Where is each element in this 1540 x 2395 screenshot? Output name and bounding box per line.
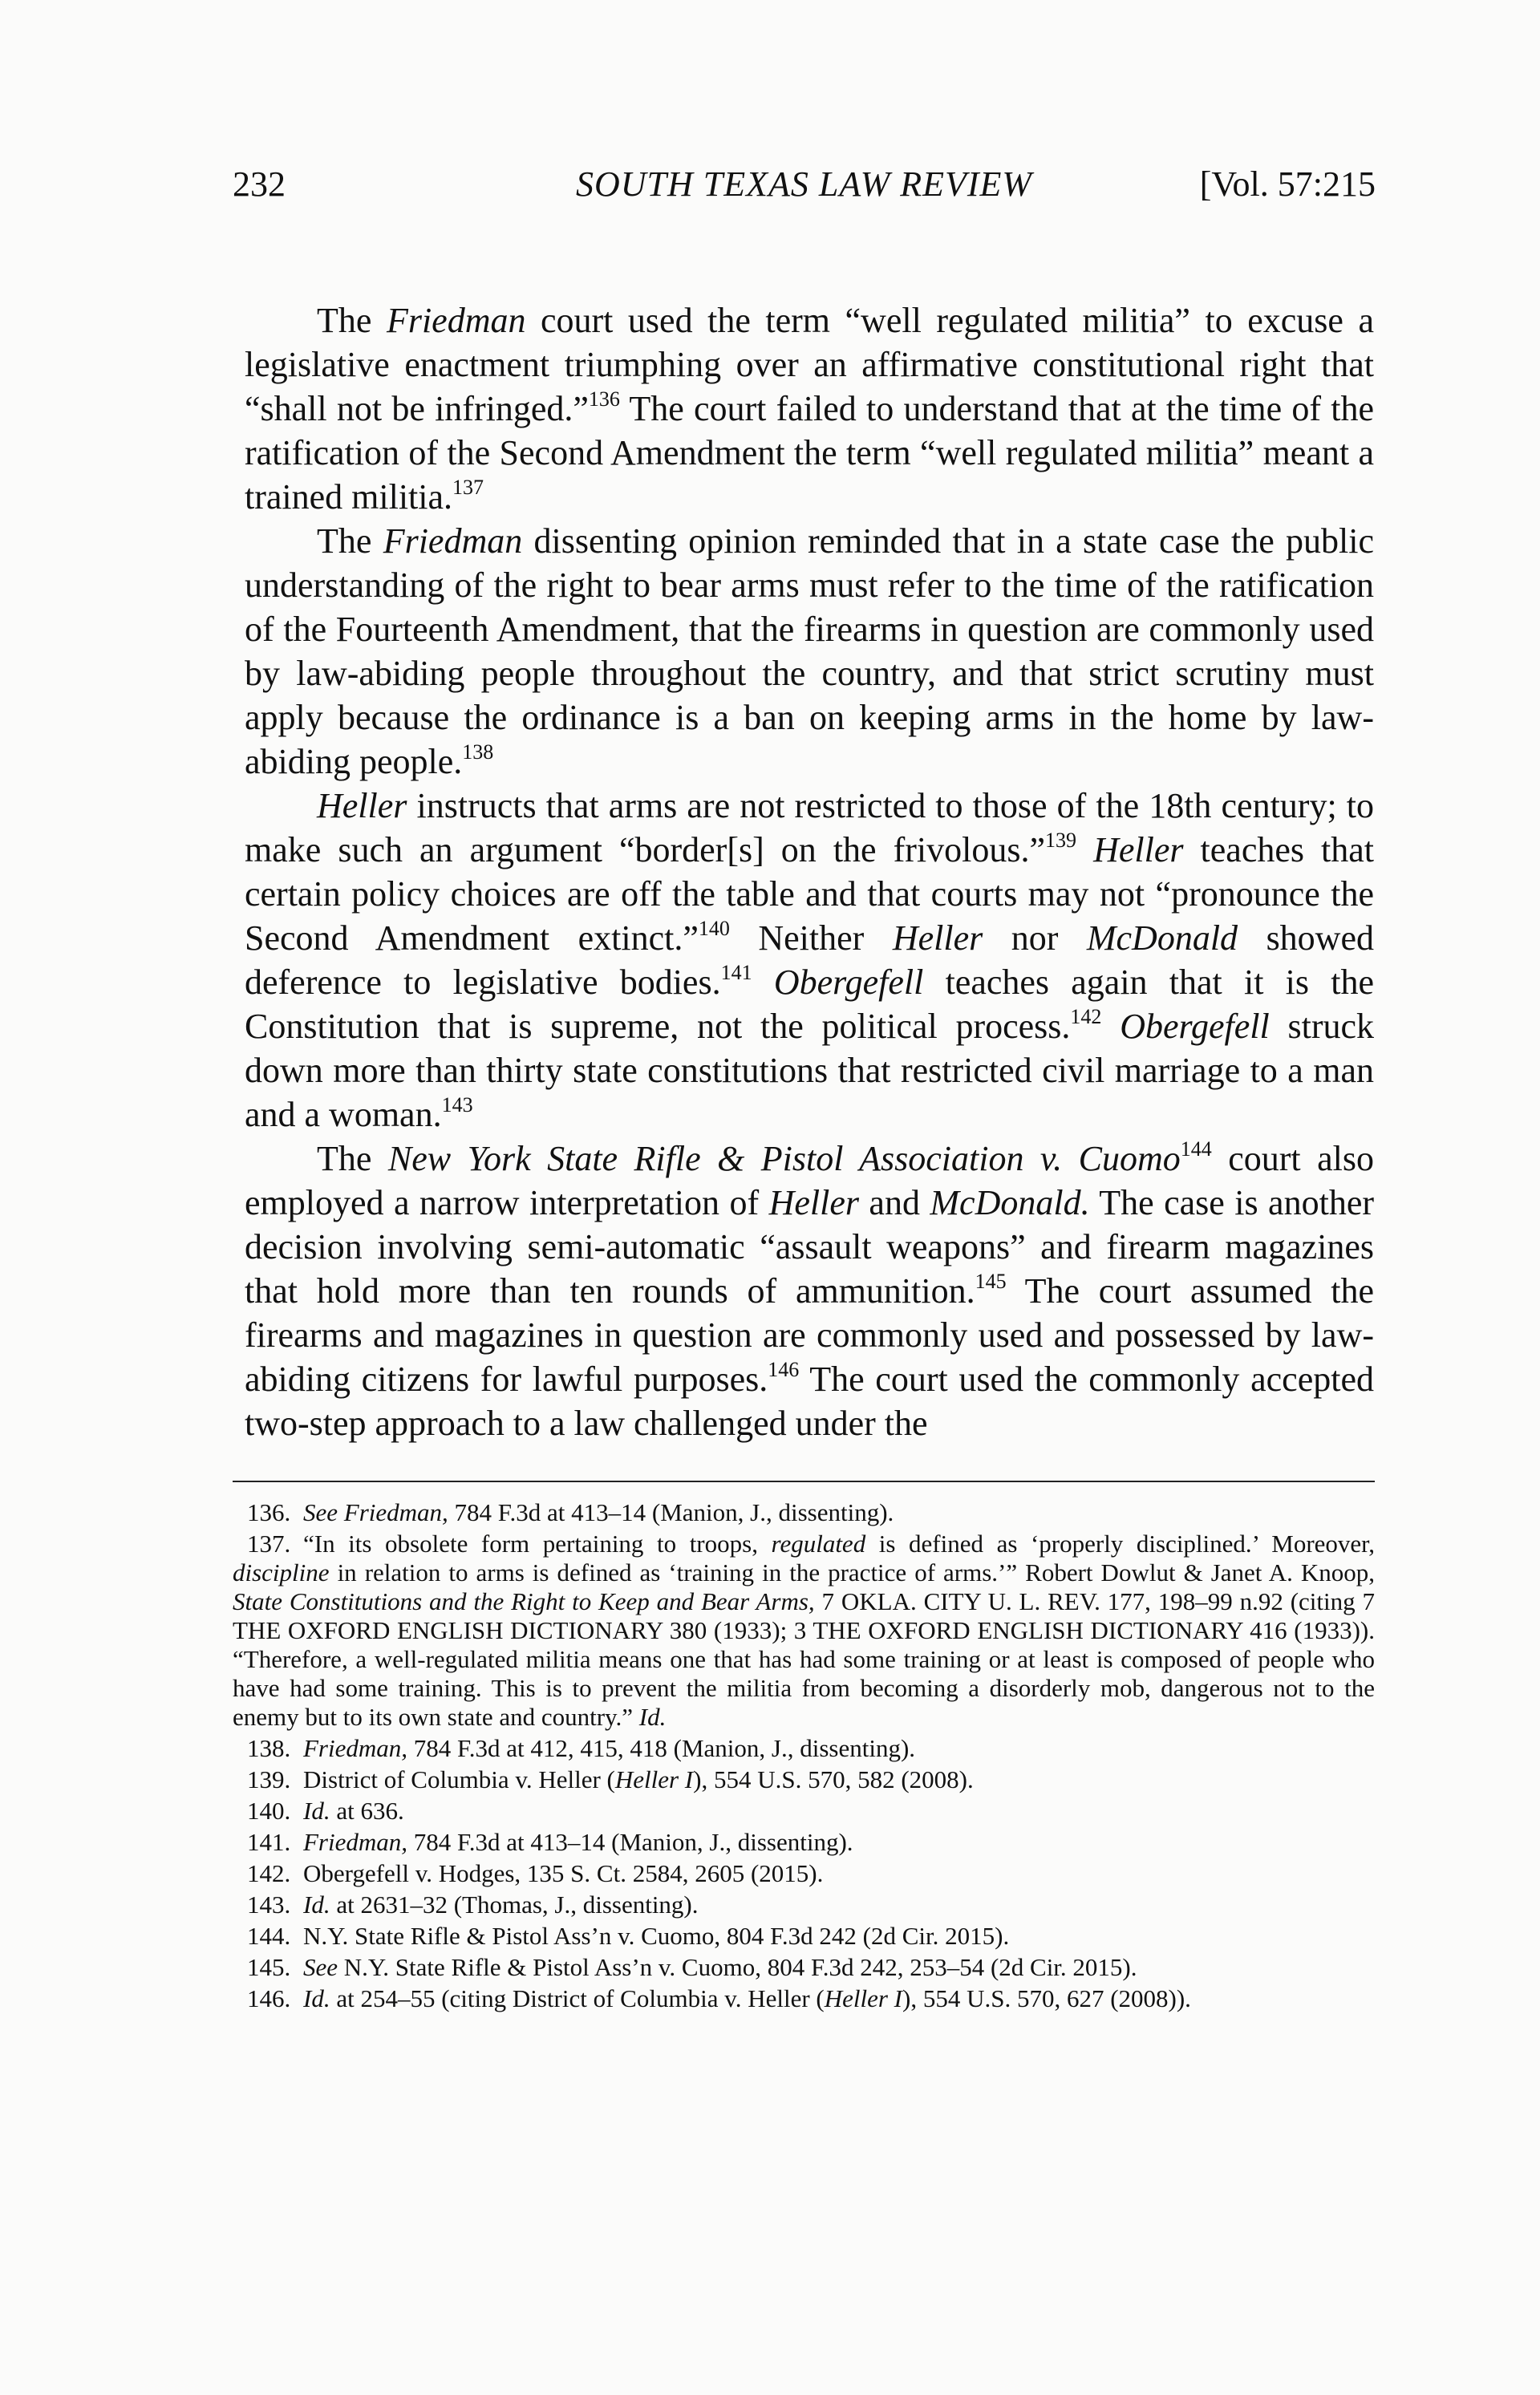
italic-text: See	[303, 1953, 338, 1981]
footnote-number: 146.	[247, 1984, 291, 2012]
text-run	[1076, 830, 1093, 869]
footnote-number: 136.	[247, 1498, 291, 1526]
italic-text: State Constitutions and the Right to Keep and Bear Arms,	[233, 1587, 815, 1615]
italic-text: Heller	[317, 786, 407, 825]
italic-text: McDonald.	[930, 1183, 1090, 1222]
footnote-ref: 143	[441, 1093, 473, 1116]
text-run: The court used the commonly accepted two-step approach to a law challenged under the	[245, 1360, 1374, 1443]
footnote-ref: 138	[462, 740, 494, 764]
italic-text: Heller I	[614, 1765, 694, 1793]
footnote	[233, 1859, 1375, 1888]
text-run: 784 F.3d at 412, 415, 418 (Manion, J., dissenting).	[407, 1734, 916, 1762]
footnote-ref: 140	[698, 917, 730, 940]
paragraph	[245, 298, 1374, 519]
page-header	[233, 164, 1376, 212]
footnote	[233, 1765, 1375, 1794]
text-run: The	[317, 521, 383, 561]
footnote-number: 140.	[247, 1797, 291, 1825]
footnote-number: 144.	[247, 1922, 291, 1950]
text-run: dissenting opinion reminded that in a state case the public understanding of the right to bear arms must refer to the time of the ratification of the Fourteenth Amendment, that the firearms in question are commonly used by law-abiding people throughout the country, and that strict scrutiny must apply because the ordinance is a ban on keeping arms in the home by law-abiding people.	[245, 521, 1374, 781]
italic-text: Friedman,	[303, 1734, 408, 1762]
italic-text: Friedman	[386, 301, 526, 340]
footnote	[233, 1984, 1375, 2013]
text-run: struck down more than thirty state constitutions that restricted civil marriage to a man and a woman.	[245, 1007, 1375, 1134]
page-number: 232	[233, 164, 286, 204]
text-run: ), 554 U.S. 570, 582 (2008).	[693, 1765, 974, 1793]
text-run: The case is another decision involving semi-automatic “assault weapons” and firearm magazines that hold more than ten rounds of ammunition.	[245, 1183, 1374, 1311]
footnote-ref: 146	[768, 1358, 800, 1381]
italic-text: Id.	[638, 1703, 667, 1731]
italic-text: Friedman,	[303, 1828, 408, 1856]
footnotes	[233, 1498, 1375, 2016]
footnote-number: 145.	[247, 1953, 291, 1981]
text-run: Neither	[729, 918, 893, 958]
footnote	[233, 1498, 1375, 1527]
text-run: teaches that certain policy choices are off the table and that courts may not “pronounce the Second Amendment extinct.”	[245, 830, 1375, 958]
text-run: N.Y. State Rifle & Pistol Ass’n v. Cuomo, 804 F.3d 242, 253–54 (2d Cir. 2015).	[338, 1953, 1137, 1981]
text-run	[752, 962, 774, 1002]
footnote-number: 139.	[247, 1765, 291, 1793]
footnote	[233, 1797, 1375, 1826]
italic-text: Obergefell	[1120, 1007, 1270, 1046]
text-run: instructs that arms are not restricted to those of the 18th century; to make such an argument “border[s] on the frivolous.”	[245, 786, 1374, 869]
text-run: court also employed a narrow interpretation of	[245, 1139, 1374, 1222]
italic-text: Heller I	[824, 1984, 902, 2012]
footnote	[233, 1734, 1375, 1763]
footnote	[233, 1953, 1375, 1982]
footnote-number: 141.	[247, 1828, 291, 1856]
paragraph	[245, 1137, 1374, 1445]
journal-title: SOUTH TEXAS LAW REVIEW	[575, 164, 1033, 204]
text-run: at 2631–32 (Thomas, J., dissenting).	[330, 1890, 699, 1919]
italic-text: McDonald	[1086, 918, 1238, 958]
italic-text: Id.	[303, 1797, 330, 1825]
paragraph	[245, 784, 1374, 1137]
footnote-number: 142.	[247, 1859, 291, 1887]
text-run: at 636.	[330, 1797, 404, 1825]
footnote-ref: 136	[588, 387, 620, 411]
text-run: “In its obsolete form pertaining to troops,	[303, 1530, 772, 1558]
footnote	[233, 1890, 1375, 1919]
text-run: in relation to arms is defined as ‘training in the practice of arms.’” Robert Dowlut & Janet A. Knoop,	[329, 1558, 1375, 1587]
italic-text: See Friedman,	[303, 1498, 448, 1526]
body-text	[245, 298, 1374, 1445]
footnote-ref: 145	[975, 1270, 1007, 1293]
italic-text: Id.	[303, 1890, 330, 1919]
text-run: at 254–55 (citing District of Columbia v. Heller (	[330, 1984, 825, 2012]
footnote-number: 138.	[247, 1734, 291, 1762]
italic-text: New York State Rifle & Pistol Association v. Cuomo	[387, 1139, 1181, 1178]
italic-text: Heller	[892, 918, 983, 958]
italic-text: Heller	[1093, 830, 1184, 869]
text-run: nor	[983, 918, 1087, 958]
italic-text: regulated	[771, 1530, 866, 1558]
text-run: The court assumed the firearms and magazines in question are commonly used and possessed by law-abiding citizens for lawful purposes.	[245, 1271, 1374, 1399]
footnote-ref: 142	[1070, 1005, 1102, 1028]
text-run: is defined as ‘properly disciplined.’ Moreover,	[865, 1530, 1376, 1558]
italic-text: Heller	[768, 1183, 859, 1222]
paragraph	[245, 519, 1374, 784]
footnote	[233, 1530, 1375, 1732]
footnote-number: 137.	[247, 1530, 291, 1558]
text-run: The	[317, 1139, 388, 1178]
italic-text: discipline	[233, 1558, 330, 1587]
italic-text: Friedman	[383, 521, 523, 561]
text-run: teaches again that it is the Constitution that is supreme, not the political process.	[245, 962, 1374, 1046]
footnote-ref: 139	[1045, 829, 1077, 852]
footnote	[233, 1922, 1375, 1951]
text-run	[1101, 1007, 1120, 1046]
italic-text: Id.	[303, 1984, 330, 2012]
footnote-ref: 144	[1180, 1137, 1212, 1161]
text-run: 7 OKLA. CITY U. L. REV. 177, 198–99 n.92 (citing 7 THE OXFORD ENGLISH DICTIONARY 380 (1933); 3 THE OXFORD ENGLISH DICTIONARY 416 (1933)). “Therefore, a well-regulated militia means one that has had some training or at least is composed of people who have had some training. This is to prevent the militia from becoming a disorderly mob, dangerous not to the enemy but to its own state and country.”	[233, 1587, 1375, 1731]
footnote-divider	[233, 1481, 1375, 1482]
footnote	[233, 1828, 1375, 1857]
text-run: District of Columbia v. Heller (	[303, 1765, 615, 1793]
italic-text: Obergefell	[773, 962, 924, 1002]
text-run: 784 F.3d at 413–14 (Manion, J., dissenting).	[448, 1498, 894, 1526]
text-run: The	[317, 301, 387, 340]
text-run: ), 554 U.S. 570, 627 (2008)).	[902, 1984, 1191, 2012]
text-run: 784 F.3d at 413–14 (Manion, J., dissenting).	[407, 1828, 853, 1856]
text-run: The court failed to understand that at the time of the ratification of the Second Amendment the term “well regulated militia” meant a trained militia.	[245, 389, 1374, 517]
text-run: N.Y. State Rifle & Pistol Ass’n v. Cuomo, 804 F.3d 242 (2d Cir. 2015).	[303, 1922, 1010, 1950]
text-run: Obergefell v. Hodges, 135 S. Ct. 2584, 2605 (2015).	[303, 1859, 824, 1887]
footnote-number: 143.	[247, 1890, 291, 1919]
volume-citation: [Vol. 57:215	[1199, 164, 1376, 204]
text-run: court used the term “well regulated militia” to excuse a legislative enactment triumphing over an affirmative constitutional right that “shall not be infringed.”	[245, 301, 1374, 428]
text-run: and	[858, 1183, 930, 1222]
footnote-ref: 137	[452, 476, 484, 499]
text-run: showed deference to legislative bodies.	[245, 918, 1374, 1002]
footnote-ref: 141	[720, 961, 752, 984]
